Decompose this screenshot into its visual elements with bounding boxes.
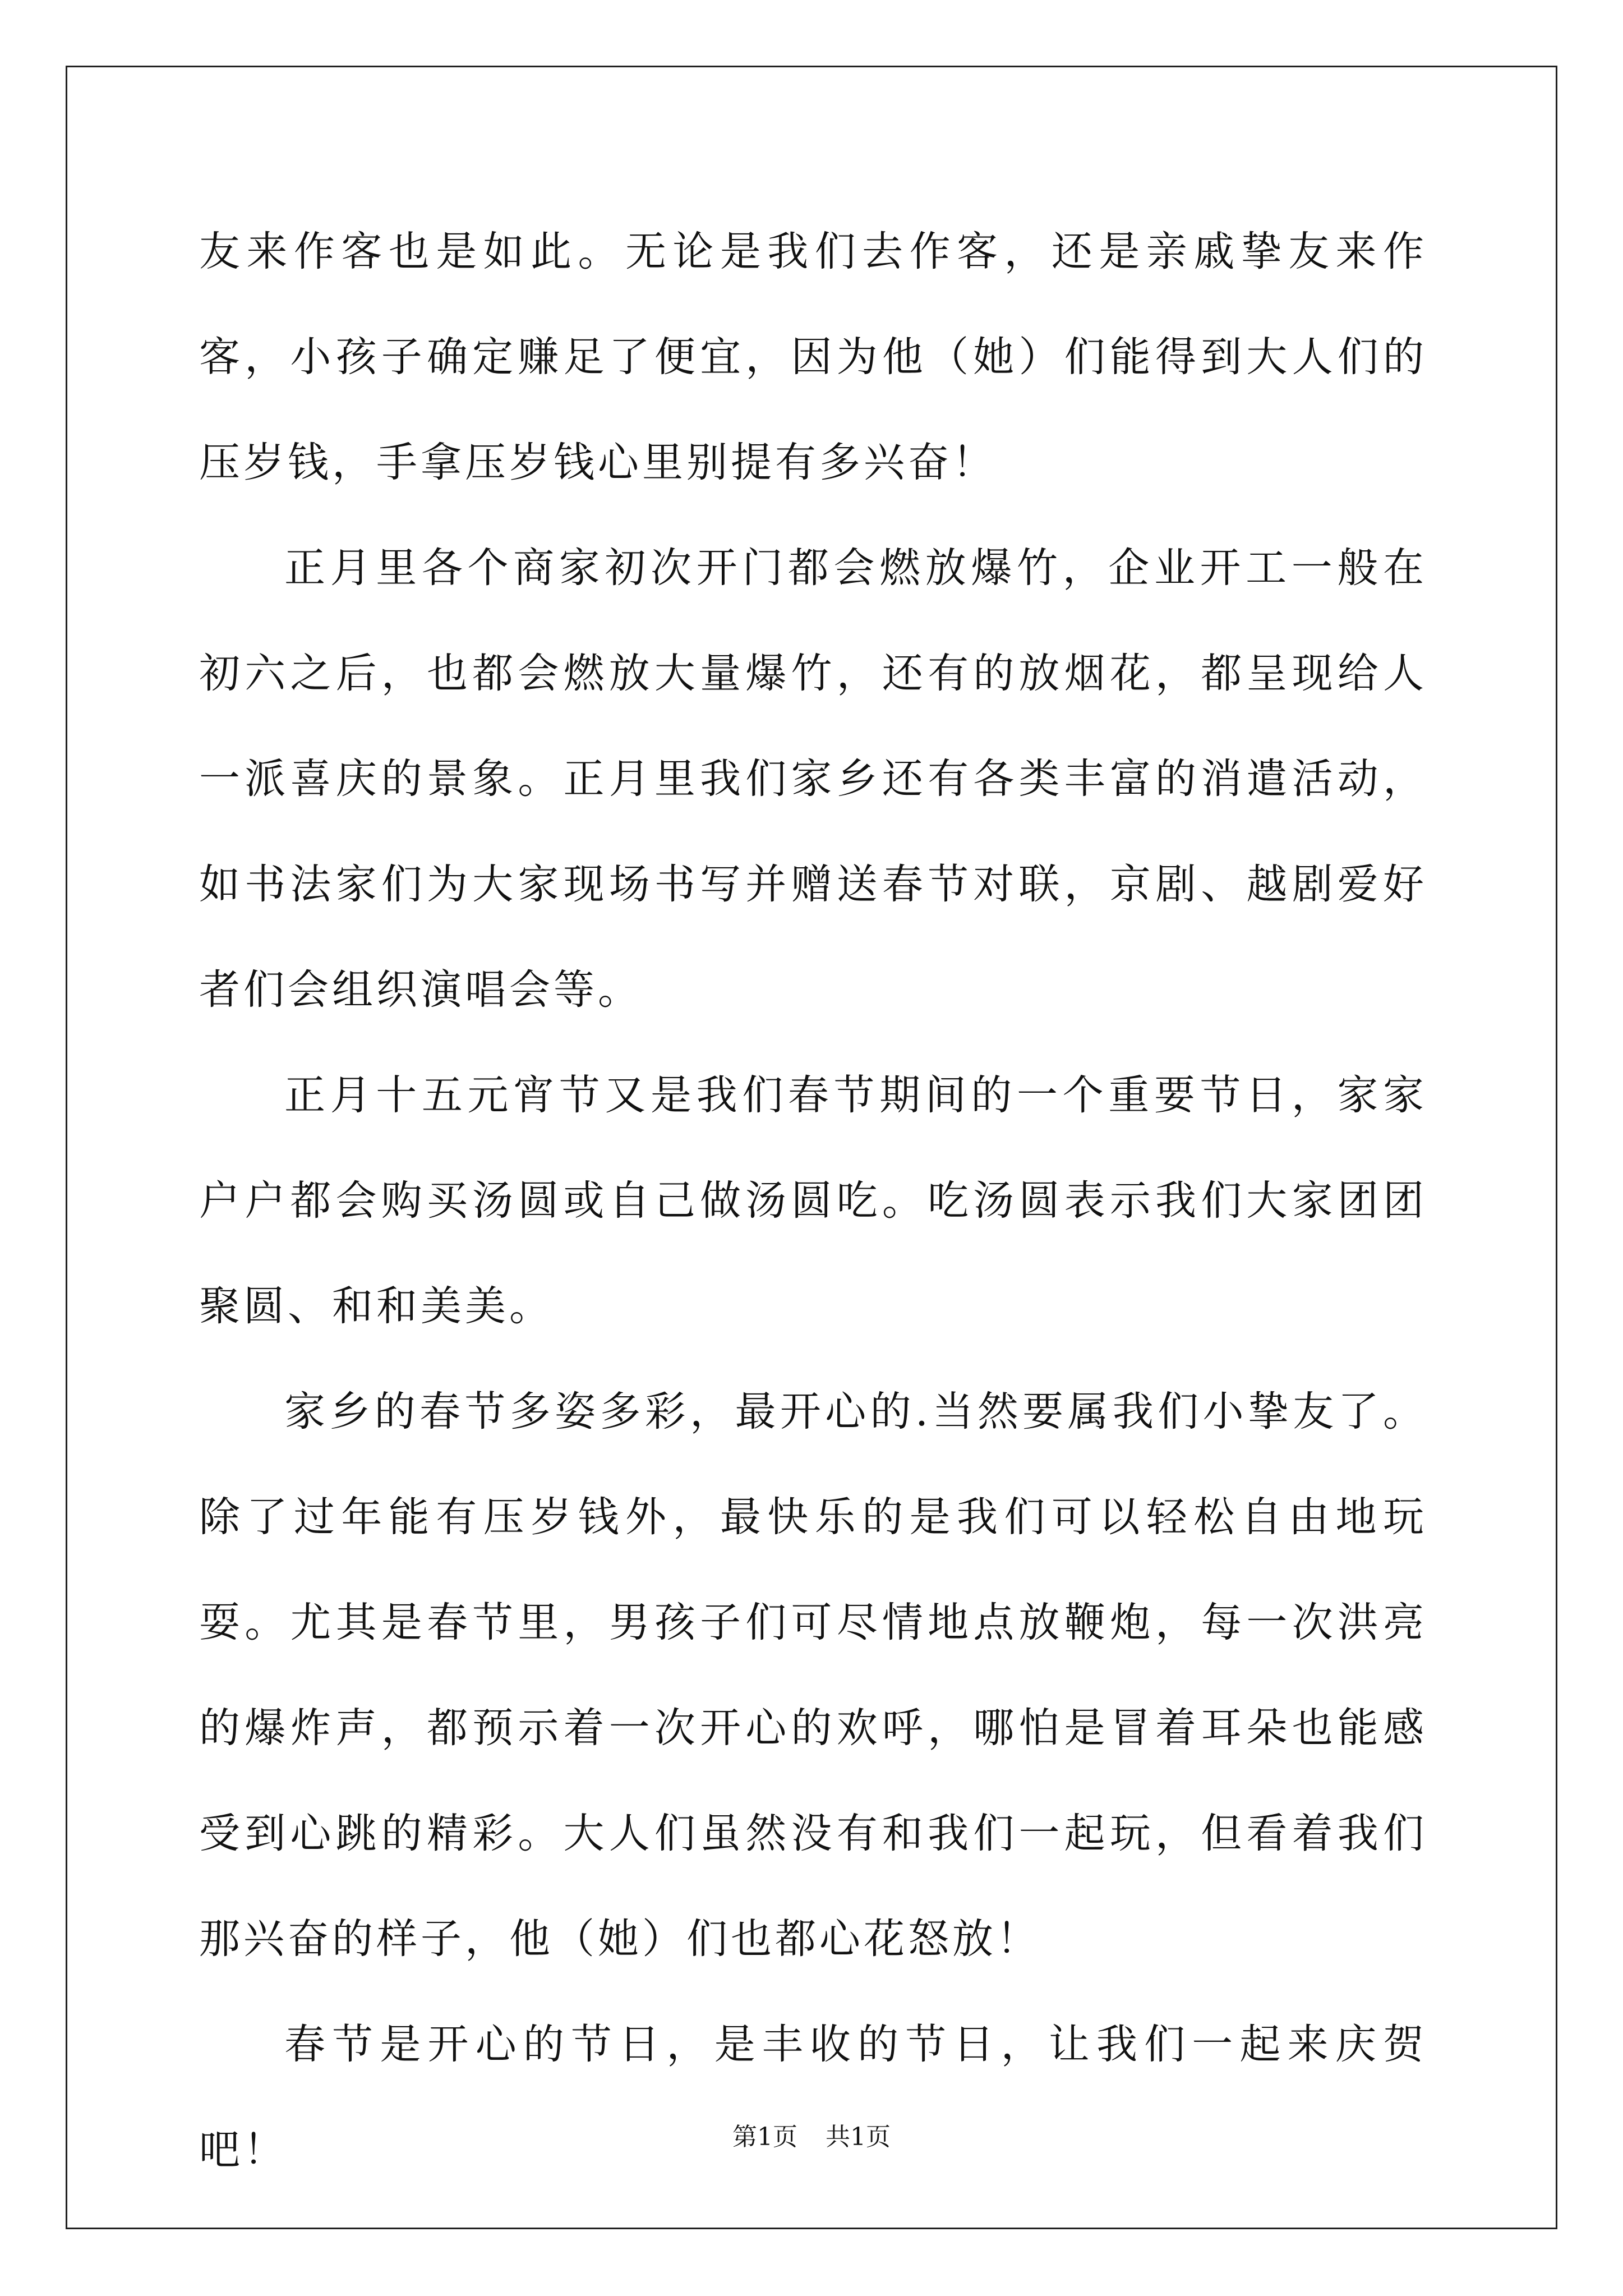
document-body bbox=[199, 199, 1427, 2203]
paragraph-4: 家乡的春节多姿多彩，最开心的.当然要属我们小挚友了。除了过年能有压岁钱外，最快乐的是我们可以轻松自由地玩耍。尤其是春节里，男孩子们可尽情地点放鞭炮，每一次洪亮的爆炸声，都预示着一次开心的欢呼，哪怕是冒着耳朵也能感受到心跳的精彩。大人们虽然没有和我们一起玩，但看着我们那兴奋的样子，他（她）们也都心花怒放！ bbox=[199, 1388, 1427, 1963]
paragraph-1: 友来作客也是如此。无论是我们去作客，还是亲戚挚友来作客，小孩子确定赚足了便宜，因为他（她）们能得到大人们的压岁钱，手拿压岁钱心里别提有多兴奋！ bbox=[199, 228, 1427, 486]
paragraph-3: 正月十五元宵节又是我们春节期间的一个重要节日，家家户户都会购买汤圆或自己做汤圆吃。吃汤圆表示我们大家团团聚圆、和和美美。 bbox=[199, 1071, 1427, 1330]
paragraph-5: 春节是开心的节日，是丰收的节日，让我们一起来庆贺吧！ bbox=[199, 2021, 1427, 2174]
page-total: 共1页 bbox=[826, 2123, 891, 2151]
page-number: 第1页 bbox=[732, 2123, 797, 2151]
paragraph-2: 正月里各个商家初次开门都会燃放爆竹，企业开工一般在初六之后，也都会燃放大量爆竹，还有的放烟花，都呈现给人一派喜庆的景象。正月里我们家乡还有各类丰富的消遣活动，如书法家们为大家现场书写并赠送春节对联，京剧、越剧爱好者们会组织演唱会等。 bbox=[199, 544, 1427, 1014]
page-footer bbox=[0, 2120, 1623, 2154]
